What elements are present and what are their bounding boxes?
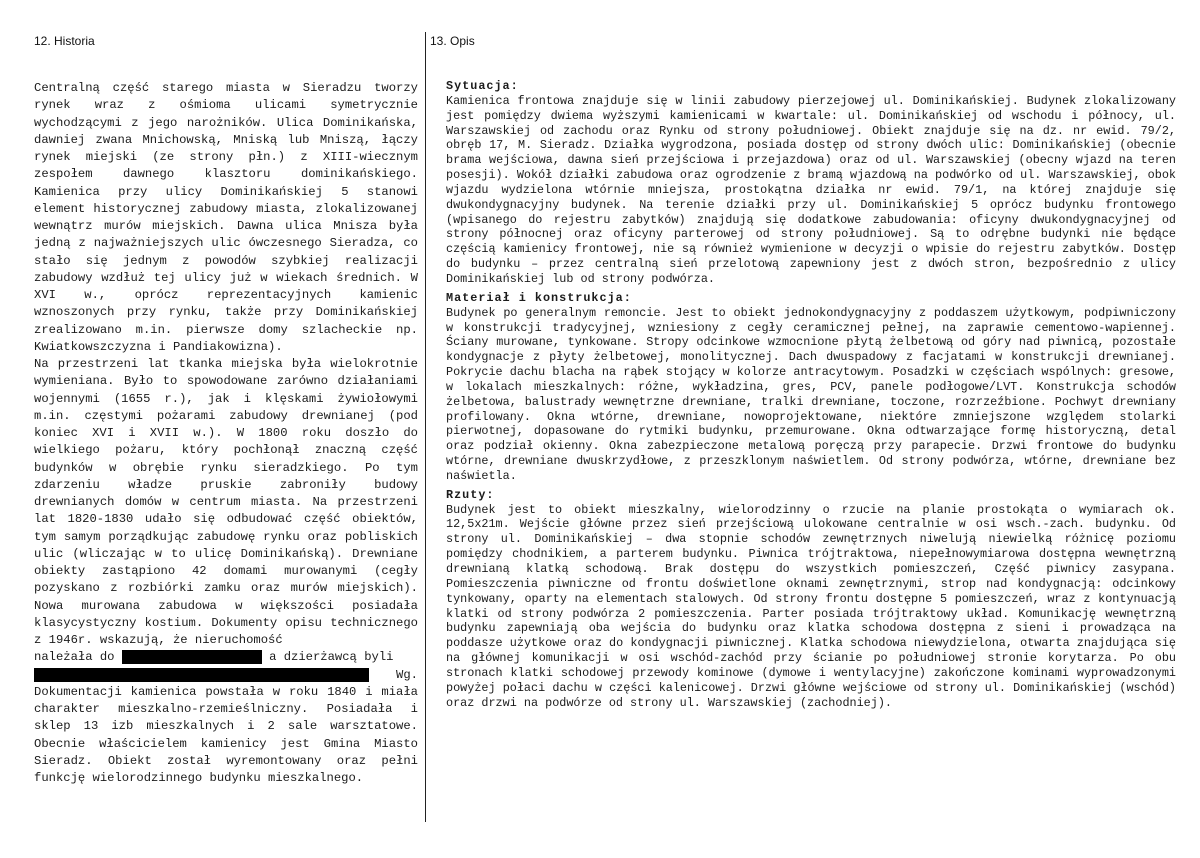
redact-suffix: byli [364,650,394,665]
redaction-block-2 [34,668,369,682]
section-header-opis: 13. Opis [430,34,475,48]
redact-end: Wg. [396,667,418,682]
historia-column [34,80,418,787]
section-title-rzuty: Rzuty: [446,487,495,502]
section-title-material: Materiał i konstrukcja: [446,290,632,305]
historia-closing: Dokumentacji kamienica powstała w roku 1840 i miała charakter mieszkalno-rzemieślniczny. Posiadała i sklep 13 izb mieszkalnych i 2 sale warsztatowe. Obecnie właścicielem kamienicy jest Gmina Miasto Sieradz. Obiekt został wyremontowany oraz pełni funkcję wielorodzinnego budynku mieszkalnego. [34,684,418,785]
historia-paragraph-1: Centralną część starego miasta w Sieradzu tworzy rynek wraz z ośmioma ulicami symetrycznie wychodzącymi z jego narożników. Ulica Dominikańska, dawniej zwana Mnichowską, Mniską lub Mniszą, łączy rynek miejski (ze strony płn.) z XIII-wiecznym zespołem dawnego klasztoru dominikańskiego. Kamienica przy ulicy Dominikańskiej 5 stanowi element historycznej zabudowy miasta, zlokalizowanej wewnątrz murów miejskich. Dawna ulica Mnisza była jedną z najważniejszych ulic ówczesnego Sieradza, co stało się jednym z powodów szybkiej realizacji zabudowy wzdłuż tej ulicy już w wiekach średnich. W XVI w., oprócz reprezentacyjnych kamienic wznoszonych przy rynku, także przy Dominikańskiej zrealizowano m.in. pierwsze domy szlacheckie np. Kwiatkowszczyzna i Pandiakowizna). [34,81,418,354]
opis-column [446,79,1176,710]
section-text-material: Budynek po generalnym remoncie. Jest to obiekt jednokondygnacyjny z poddaszem użytkowym, podpiwniczony w konstrukcji tradycyjnej, wzniesiony z cegły ceramicznej pełnej, na zaprawie cementowo-wapiennej. Ściany murowane, tynkowane. Stropy odcinkowe wzmocnione płytą żelbetową od góry nad piwnicą, pozostałe kondygnacje z płyty żelbetowej, monolitycznej. Dach dwuspadowy z facjatami w konstrukcji drewnianej. Pokrycie dachu blacha na rąbek stojący w kolorze antracytowym. Posadzki w częściach wspólnych: gresowe, w lokalach mieszkalnych: różne, wykładzina, gres, PCV, panele podłogowe/LVT. Konstrukcja schodów żelbetowa, balustrady wewnętrzne drewniane, tralki drewniane, toczone, rozrzeźbione. Pochwyt drewniany profilowany. Okna wtórne, drewniane, nowoprojektowane, niektóre zmniejszone względem stolarki pierwotnej, dopasowane do rytmiki budynku, przemurowane. Okna odtwarzające formę historyczną, detal oraz podział okienny. Okna zabezpieczone metalową poręczą przy parapecie. Drzwi frontowe do budynku wtórne, drewniane dwuskrzydłowe, z przeszklonym naświetlem. Od strony podwórza, wtórne, drewniane bez naświetla. [446,305,1176,483]
historia-paragraph-2: Na przestrzeni lat tkanka miejska była wielokrotnie wymieniana. Było to spowodowane zarówno działaniami wojennymi (1655 r.), jak i klęskami żywiołowymi m.in. częstymi pożarami zabudowy drewnianej (pod koniec XVI i XVII w.). W 1800 roku doszło do wielkiego pożaru, który pochłonął znaczną część budynków w obrębie rynku sieradzkiego. Po tym zdarzeniu władze pruskie zabroniły budowy drewnianych domów w centrum miasta. Na przestrzeni lat 1820-1830 udało się odbudować część obiektów, tym samym porządkując zabudowę rynku oraz pobliskich ulic (wliczając w to ulicę Dominikańską). Drewniane obiekty zastąpiono 42 domami murowanymi (cegły pozyskano z rozbiórki zamku oraz murów miejskich). Nowa murowana zabudowa w większości posiadała klasycystyczny kostium. Dokumenty opisu technicznego z 1946r. wskazują, że nieruchomość [34,357,418,647]
section-text-sytuacja: Kamienica frontowa znajduje się w linii zabudowy pierzejowej ul. Dominikańskiej. Budynek zlokalizowany jest pomiędzy dwiema wyższymi kamienicami w kwartale: ul. Dominikańskiej od wschodu i północy, ul. Warszawskiej od zachodu oraz Rynku od strony południowej. Obiekt znajduje się na dz. nr ewid. 79/2, obręb 17, M. Sieradz. Działka wygrodzona, posiada dostęp od strony dwóch ulic: Dominikańskiej (obecnie brama wejściowa, dawna sień przejściowa i przejazdowa) oraz od ul. Warszawskiej (obecny wjazd na teren posesji). Wokół działki zabudowa oraz ogrodzenie z bramą wjazdową na podwórko od ul. Warszawskiej, obok wjazdu wydzielona wtórnie mniejsza, prostokątna działka nr ewid. 79/1, na której znajduje się dwukondygnacyjny budynek. Na terenie działki przy ul. Dominikańskiej 5 oprócz budynku frontowego (wpisanego do rejestru zabytków) znajdują się dodatkowe zabudowania: oficyny dwukondygnacyjnej od strony północnej oraz oficyny parterowej od strony południowej. Są to odrębne budynki nie będące częścią kamienicy frontowej, nie są również wymienione w decyzji o wpisie do rejestru zabytków. Dostęp do budynku – przez centralną sień przelotową zapewniony jest z dwóch stron, bezpośrednio z ulicy Dominikańskiej lub od strony podwórza. [446,93,1176,286]
section-header-historia: 12. Historia [34,34,95,48]
redacted-line-2 [34,667,418,684]
section-title-sytuacja: Sytuacja: [446,79,519,93]
redact-prefix: należała do [34,650,115,665]
section-text-rzuty: Budynek jest to obiekt mieszkalny, wielorodzinny o rzucie na planie prostokąta o wymiarach ok. 12,5x21m. Wejście główne przez sień przejściową ulokowane centralnie w osi wsch.-zach. budynku. Od strony ul. Dominikańskiej – dwa stopnie schodów zewnętrznych niwelują niewielką różnicę poziomu pomiędzy chodnikiem, a parterem budynku. Piwnica trójtraktowa, niepełnowymiarowa dostępna wewnętrzną drewnianą klatką schodową. Brak dostępu do wszystkich pomieszczeń, Część piwnicy zasypana. Pomieszczenia piwniczne od frontu doświetlone oknami zewnętrznymi, strop nad kondygnacją: odcinkowy tynkowany, oparty na elementach stalowych. Od strony frontu dostępne 5 pomieszczeń, wraz z kontynuacją klatki od strony podwórza 2 pomieszczenia. Parter posiada trójtraktowy układ. Komunikację wewnętrzną budynku zapewniają oba wejścia do budynku oraz klatka schodowa dostępna z sieni i prowadząca na poddasze użytkowe oraz do kondygnacji piwnicznej. Klatka schodowa niewydzielona, otwarta znajdująca się na głównej komunikacji w osi wschód-zachód przy ścianie po południowej stronie korytarza. Po obu stronach klatki schodowej przewody kominowe (dymowe i wentylacyjne) zakończone kominami wyprowadzonymi powyżej połaci dachu w części kalenicowej. Drzwi główne wejściowe od strony ul. Dominikańskiej (wschód) oraz drzwi na podwórze od strony ul. Warszawskiej (zachodniej). [446,502,1176,710]
redaction-block-1 [122,650,262,664]
column-divider [425,32,426,822]
redact-middle: a dzierżawcą [269,650,357,665]
redacted-line [34,649,418,666]
